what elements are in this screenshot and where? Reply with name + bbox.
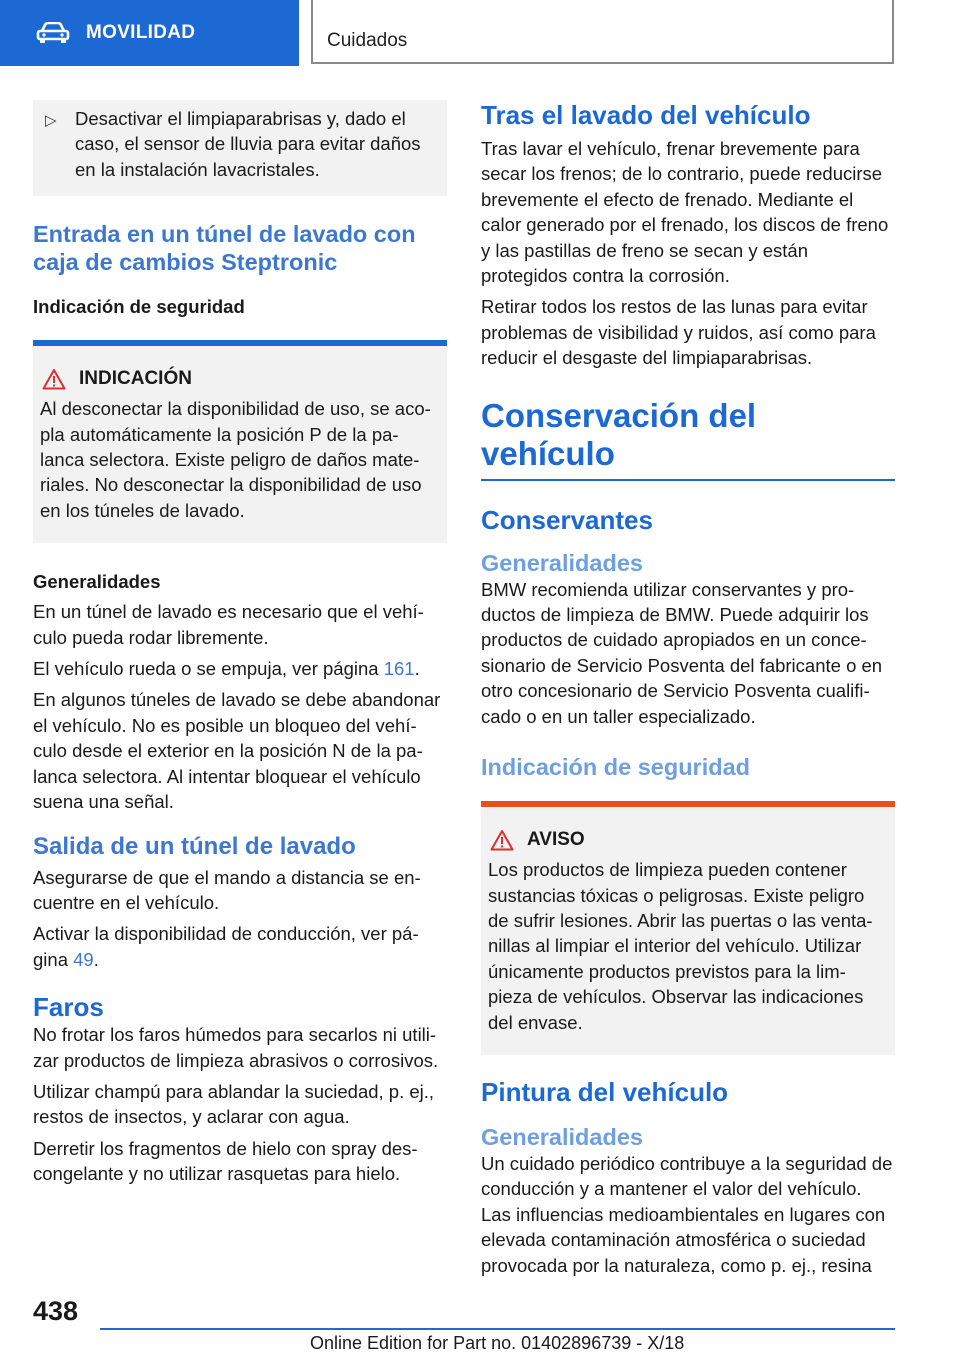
note-text: Al desconectar la disponibilidad de uso, se aco- pla automáticamente la posición P de la pa- lanca selectora. Existe peligro de daños mate- riales. No desconectar la disponibilidad de uso en los túneles de lavado.	[40, 398, 431, 521]
paragraph: En algunos túneles de lavado se debe abandonar el vehículo. No es posible un bloqueo del vehí- culo desde el exterior en la posición N de la pa- lanca selectora. Al intentar bloquear el vehículo suena una señal.	[33, 689, 441, 813]
warning-triangle-icon	[42, 368, 66, 390]
heading-general: Generalidades	[33, 571, 161, 593]
heading-conservantes: Conservantes	[481, 504, 653, 535]
heading-tunnel-exit: Salida de un túnel de lavado	[33, 832, 356, 860]
step-triangle-icon: ▷	[45, 112, 57, 129]
heading-tunnel-entry: Entrada en un túnel de lavado con caja de cambios Steptronic	[33, 221, 416, 276]
footer-rule	[100, 1328, 895, 1330]
paragraph: Utilizar champú para ablandar la suciedad, p. ej., restos de insectos, y aclarar con agua.	[33, 1080, 435, 1128]
text: .	[414, 658, 420, 680]
step-text: Desactivar el limpiaparabrisas y, dado el caso, el sensor de lluvia para evitar daños en la instalación lavacristales.	[75, 108, 421, 180]
step-item	[33, 100, 447, 196]
chapter-title-box	[311, 0, 894, 64]
note-title: INDICACIÓN	[79, 368, 192, 390]
heading-after-wash: Tras el lavado del vehículo	[481, 100, 811, 130]
note-header	[40, 368, 437, 390]
paragraph-with-link	[33, 921, 447, 972]
paragraph: En un túnel de lavado es necesario que el vehí- culo pueda rodar libremente.	[33, 601, 424, 648]
heading-headlights: Faros	[33, 992, 104, 1023]
right-column	[481, 100, 895, 1284]
heading-safety-note: Indicación de seguridad	[481, 754, 750, 781]
paragraph: No frotar los faros húmedos para secarlos ni utili- zar productos de limpieza abrasivos o corrosivos.	[33, 1024, 439, 1071]
heading-safety-note: Indicación de seguridad	[33, 296, 245, 318]
warning-callout	[481, 801, 895, 1055]
paragraph: Retirar todos los restos de las lunas para evitar problemas de visibilidad y ruidos, así como para reducir el desgaste del limpiaparabrisas.	[481, 296, 876, 369]
heading-general: Generalidades	[481, 549, 643, 576]
paragraph: Derretir los fragmentos de hielo con spray des- congelante y no utilizar rasquetas para hielo.	[33, 1137, 418, 1185]
chapter-title: Cuidados	[327, 30, 408, 51]
page-link[interactable]: 49	[73, 948, 94, 970]
text: Activar la disponibilidad de conducción, ver pá- gina	[33, 923, 419, 970]
warning-header	[488, 829, 885, 851]
page-header	[0, 0, 960, 66]
warning-title: AVISO	[527, 829, 585, 851]
warning-text: Los productos de limpieza pueden contener sustancias tóxicas o peligrosas. Existe peligro de sufrir lesiones. Abrir las puertas o las venta- nillas al limpiar el interior del vehículo. Utilizar únicamente productos previstos para la lim- pieza de vehículos. Observar las indicaciones del envase.	[488, 859, 873, 1033]
heading-general: Generalidades	[481, 1123, 643, 1150]
footer-edition: Online Edition for Part no. 01402896739 - X/18	[310, 1333, 685, 1353]
page-number: 438	[33, 1296, 79, 1326]
page-link[interactable]: 161	[383, 658, 415, 680]
paragraph: BMW recomienda utilizar conservantes y pro- ductos de limpieza de BMW. Puede adquirir los productos de cuidado apropiados en un conce- sionario de Servicio Posventa del fabricante o en otro concesionario de Servicio Posventa cualifi- cado o en un taller especializado.	[481, 578, 883, 727]
paragraph: Un cuidado periódico contribuye a la seguridad de conducción y a mantener el valor del vehículo. Las influencias medioambientales en lugares con elevada contaminación atmosférica o suciedad provocada por la naturaleza, como p. ej., resina	[481, 1152, 893, 1276]
text: El vehículo rueda o se empuja, ver página	[33, 658, 384, 680]
note-callout	[33, 340, 447, 543]
section-tab[interactable]	[0, 0, 299, 66]
paragraph-with-link	[33, 656, 447, 681]
car-icon	[36, 22, 70, 44]
text: .	[93, 948, 99, 970]
paragraph: Asegurarse de que el mando a distancia se en- cuentre en el vehículo.	[33, 866, 421, 913]
section-title: MOVILIDAD	[86, 22, 196, 43]
warning-triangle-icon	[490, 829, 514, 851]
heading-paint: Pintura del vehículo	[481, 1076, 729, 1107]
paragraph: Tras lavar el vehículo, frenar brevemente para secar los frenos; de lo contrario, puede reducirse brevemente el efecto de frenado. Mediante el calor generado por el frenado, los discos de freno y las pastillas de freno se secan y están protegidos contra la corrosión.	[481, 138, 889, 287]
left-column	[33, 100, 447, 1193]
heading-vehicle-conservation: Conservación del vehículo	[481, 396, 757, 472]
